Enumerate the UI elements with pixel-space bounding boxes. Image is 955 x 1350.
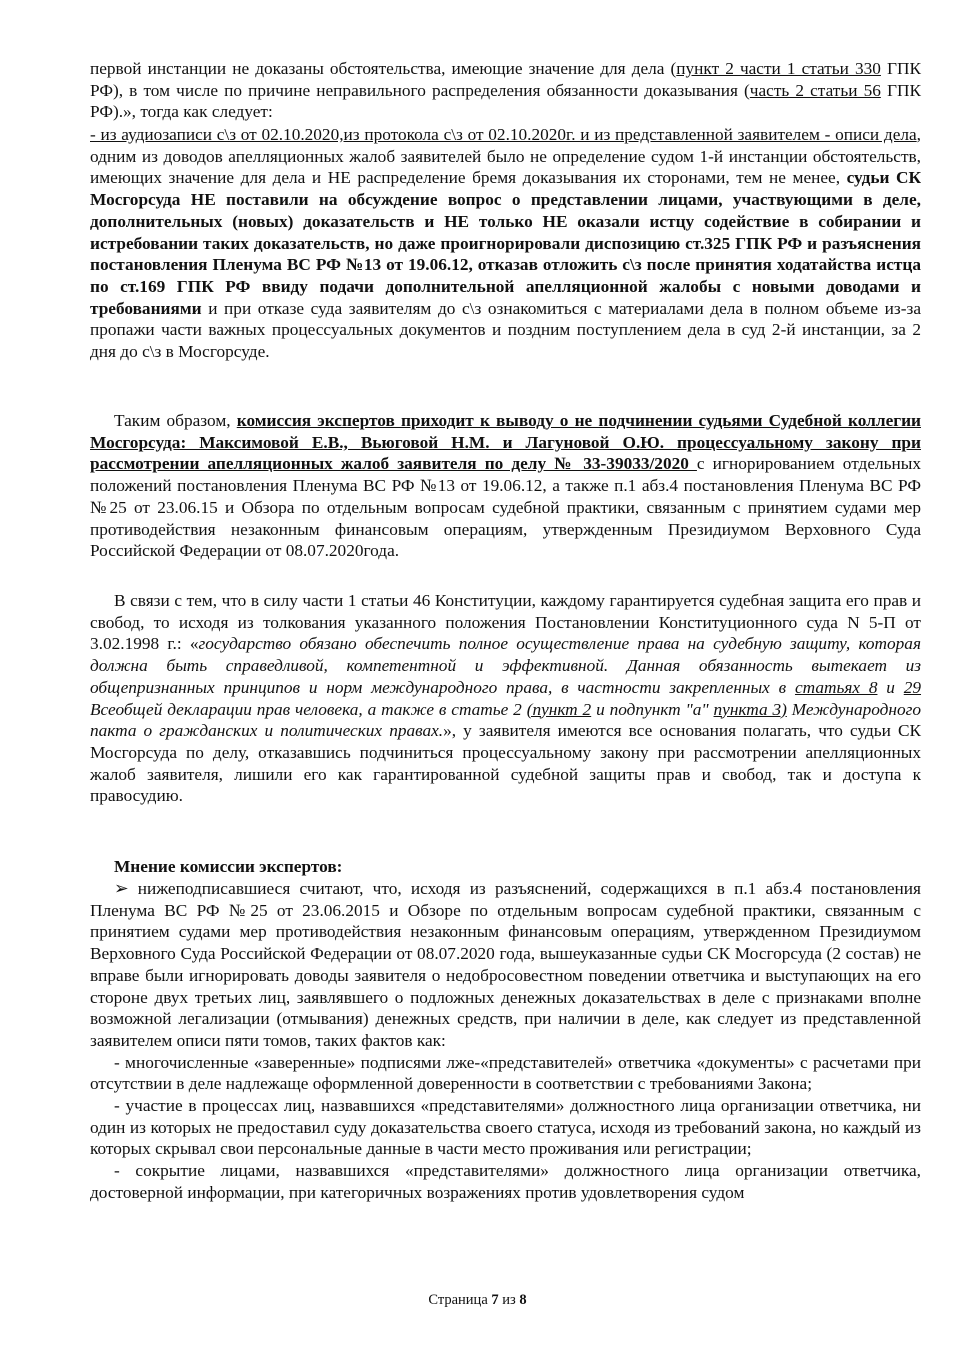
page-footer: Страница 7 из 8: [428, 1292, 527, 1308]
opinion-text: ➢ нижеподписавшиеся считают, что, исходя из разъяснений, содержащихся в п.1 абз.4 постановления Пленума ВС РФ №25 от 23.06.2015 и Обзоре по отдельным вопросам судебной практики, связанным с принятием судами мер противодействия незаконным финансовым операциям, утвержденном Президиумом Верховного Суда Российской Федерации от 08.07.2020 года, вышеуказанные судьи СК Мосгорсуда (2 состав) не вправе были игнорировать доводы заявителя о недобросовестном поведении ответчика и выступающих на его стороне двух третьих лиц, заявлявшего о подложных денежных доказательствах в деле с признаками вполне возможной легализации (отмывания) денежных средств, при наличии в деле, как следует из представленной заявителем описи пяти томов, таких фактов как: - многочисленные «заверенные» подписями лже-«представителей» ответчика «документы» с расчетами при отсутствии в деле надлежаще оформленной доверенности в соответствии с требованиями Закона; - участие в процессах лиц, назвавшихся «представителями» должностного лица организации ответчика, ни один из которых не предоставил суду доказательства своего статуса, исходя из требований закона, но каждый из которых скрывал свои персональные данные в части место проживания или регистрации; - сокрытие лицами, назвавшихся «представителями» должностного лица организации ответчика, достоверной информации, при категоричных возражениях против удовлетворения судом: [90, 879, 921, 1202]
bullet-arrow-icon: ➢: [114, 879, 129, 898]
paragraph-constitution: В связи с тем, что в силу части 1 статьи 46 Конституции, каждому гарантируется судебная защита его прав и свобод, то исходя из толкования указанного положения Постановлении Конституционного суда N 5-П от 3.02.1998 г.: «государство обязано обеспечить полное осуществление права на судебную защиту, которая должна быть справедливой, компетентной и эффективной. Данная обязанность вытекает из общепризнанных принципов и норм международного права, в частности закрепленных в статьях 8 и 29 Всеобщей декларации прав человека, а также в статье 2 (пункт 2 и подпункт "а" пункта 3) Международного пакта о гражданских и политических правах.», у заявителя имеются все основания полагать, что судьи СК Мосгорсуда по делу, отказавшись подчиниться процессуальному закону при рассмотрении апелляционных жалоб заявителя, лишили его как гарантированной судебной защиты прав и свобод, так и доступа к правосудию.: [90, 591, 922, 806]
law-link[interactable]: часть 2 статьи 56: [749, 80, 881, 100]
law-link[interactable]: пункт 2 части 1 статьи 330: [676, 59, 881, 78]
opinion-heading: Мнение комиссии экспертов:: [114, 857, 343, 876]
law-link[interactable]: статьях 8: [794, 677, 878, 697]
page-total: 8: [519, 1292, 527, 1308]
law-link[interactable]: (пункт 2: [526, 699, 592, 719]
paragraph-continuation: первой инстанции не доказаны обстоятельства, имеющие значение для дела (пункт 2 части 1 статьи 330 ГПК РФ), в том числе по причине неправильного распределения обязанности доказывания (часть 2 статьи 56 ГПК РФ).», тогда как следует:: [90, 59, 921, 122]
list-item: - сокрытие лицами, назвавшихся «представителями» должностного лица организации ответчика, достоверной информации, при категоричных возражениях против удовлетворения судом: [90, 1161, 921, 1202]
paragraph-evidence: - из аудиозаписи с\з от 02.10.2020,из протокола с\з от 02.10.2020г. и из представленной заявителем - описи дела, одним из доводов апелляционных жалоб заявителей было не определение судом 1-й инстанции обстоятельств, имеющих значение для дела и НЕ распределение бремя доказывания их сторонами, тем не менее, судьи СК Мосгорсуда НЕ поставили на обсуждение вопрос о представлении лицами, участвующими в деле, дополнительных (новых) доказательств и НЕ только НЕ оказали истцу содействие в собирании и истребовании таких доказательств, но даже проигнорировали диспозицию ст.325 ГПК РФ и разъяснения постановления Пленума ВС РФ №13 от 19.06.12, отказав отложить с\з после принятия ходатайства истца по ст.169 ГПК РФ ввиду подачи дополнительной апелляционной жалобы с новыми доводами и требованиями и при отказе суда заявителям до с\з ознакомиться с материалами дела в полном объеме из-за пропажи части важных процессуальных документов и поздним поступлением дела в суд 2-й инстанции, за 2 дня до с\з в Мосгорсуде.: [90, 125, 921, 362]
law-link[interactable]: 29: [903, 677, 922, 697]
page-number: 7: [491, 1292, 499, 1308]
law-link[interactable]: пункта 3): [713, 699, 787, 719]
list-item: - участие в процессах лиц, назвавшихся «представителями» должностного лица организации ответчика, ни один из которых не предоставил суду доказательства своего статуса, исходя из требований закона, но каждый из которых скрывал свои персональные данные в части место проживания или регистрации;: [90, 1096, 921, 1159]
list-item: - многочисленные «заверенные» подписями лже-«представителей» ответчика «документы» с расчетами при отсутствии в деле надлежаще оформленной доверенности в соответствии с требованиями Закона;: [90, 1052, 921, 1094]
paragraph-conclusion: Таким образом, комиссия экспертов приходит к выводу о не подчинении судьями Судебной коллегии Мосгорсуда: Максимовой Е.В., Вьюговой Н.М. и Лагуновой О.Ю. процессуальному закону при рассмотрении апелляционных жалоб заявителя по делу № 33-39033/2020 с игнорированием отдельных положений постановления Пленума ВС РФ №13 от 19.06.12, а также п.1 абз.4 постановления Пленума ВС РФ №25 от 23.06.15 и Обзора по отдельным вопросам судебной практики, связанным с принятием судами мер противодействия незаконным финансовым операциям, утвержденным Президиумом Верховного Суда Российской Федерации от 08.07.2020года.: [90, 411, 921, 561]
